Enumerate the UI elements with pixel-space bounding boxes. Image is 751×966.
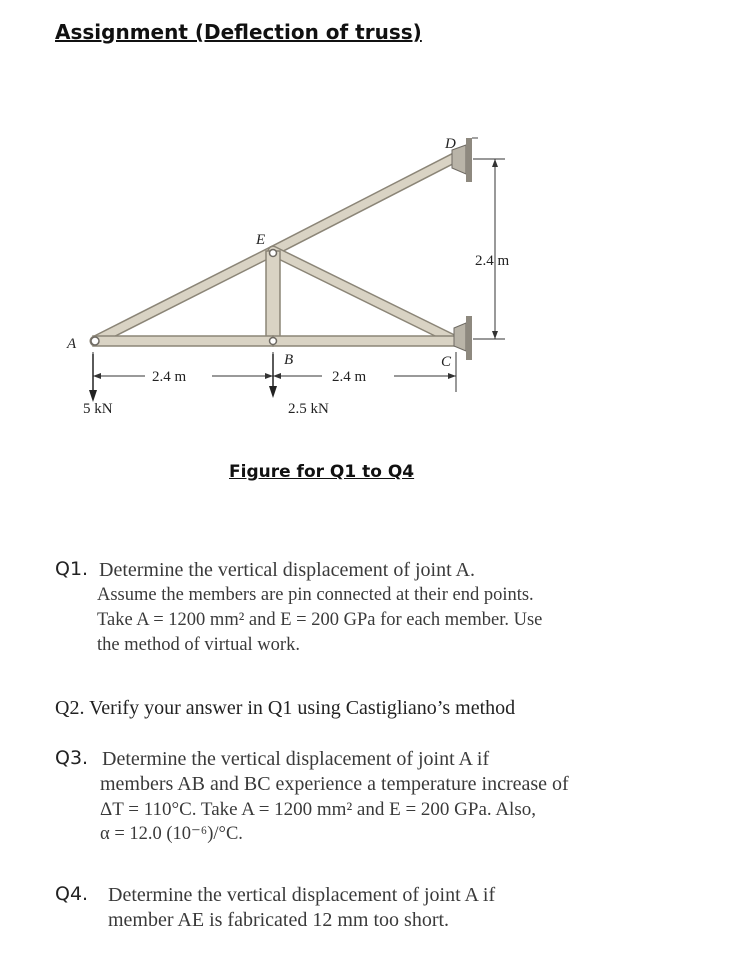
load-label-a: 5 kN: [83, 401, 113, 417]
q3-line-3: ΔT = 110°C. Take A = 1200 mm² and E = 200 GPa. Also,: [100, 799, 536, 820]
q1-line-2: Assume the members are pin connected at their end points.: [97, 585, 534, 605]
pin-a: [91, 337, 99, 345]
dimension-label-cd: 2.4 m: [475, 253, 510, 269]
truss-figure: [60, 130, 550, 430]
load-arrow-a: [89, 354, 97, 402]
member-bc: [273, 336, 458, 346]
q4-line-1: Determine the vertical displacement of joint A if: [108, 884, 496, 906]
q1-line-3: Take A = 1200 mm² and E = 200 GPa for each member. Use: [97, 610, 543, 630]
support-d: [452, 138, 478, 182]
dimension-label-bc: 2.4 m: [332, 369, 367, 385]
q4-number: Q4.: [55, 883, 89, 905]
joint-label-e: E: [256, 232, 266, 248]
joint-label-c: C: [441, 354, 452, 370]
figure-caption: Figure for Q1 to Q4: [229, 462, 415, 482]
pin-e: [270, 250, 277, 257]
load-label-b: 2.5 kN: [288, 401, 329, 417]
joint-label-b: B: [284, 352, 294, 368]
q4-line-2: member AE is fabricated 12 mm too short.: [108, 909, 450, 931]
dimension-vertical: [473, 159, 505, 339]
truss-diagram: [60, 130, 550, 430]
member-eb: [266, 251, 280, 341]
q2-text: Q2. Verify your answer in Q1 using Castigliano’s method: [55, 697, 516, 719]
q1-line-1: Determine the vertical displacement of joint A.: [99, 559, 475, 581]
joint-label-a: A: [67, 336, 77, 352]
q3-line-4: α = 12.0 (10⁻⁶)/°C.: [100, 824, 243, 844]
q3-number: Q3.: [55, 747, 89, 769]
q1-line-4: the method of virtual work.: [97, 635, 300, 655]
joint-label-d: D: [445, 136, 456, 152]
member-ab: [93, 336, 273, 346]
support-c: [454, 316, 472, 360]
q3-line-2: members AB and BC experience a temperature increase of: [100, 773, 569, 795]
dimension-label-ab: 2.4 m: [152, 369, 187, 385]
q1-number: Q1.: [55, 558, 89, 580]
page-heading: Assignment (Deflection of truss): [55, 20, 422, 44]
pin-b: [270, 338, 277, 345]
q3-line-1: Determine the vertical displacement of joint A if: [102, 748, 490, 770]
